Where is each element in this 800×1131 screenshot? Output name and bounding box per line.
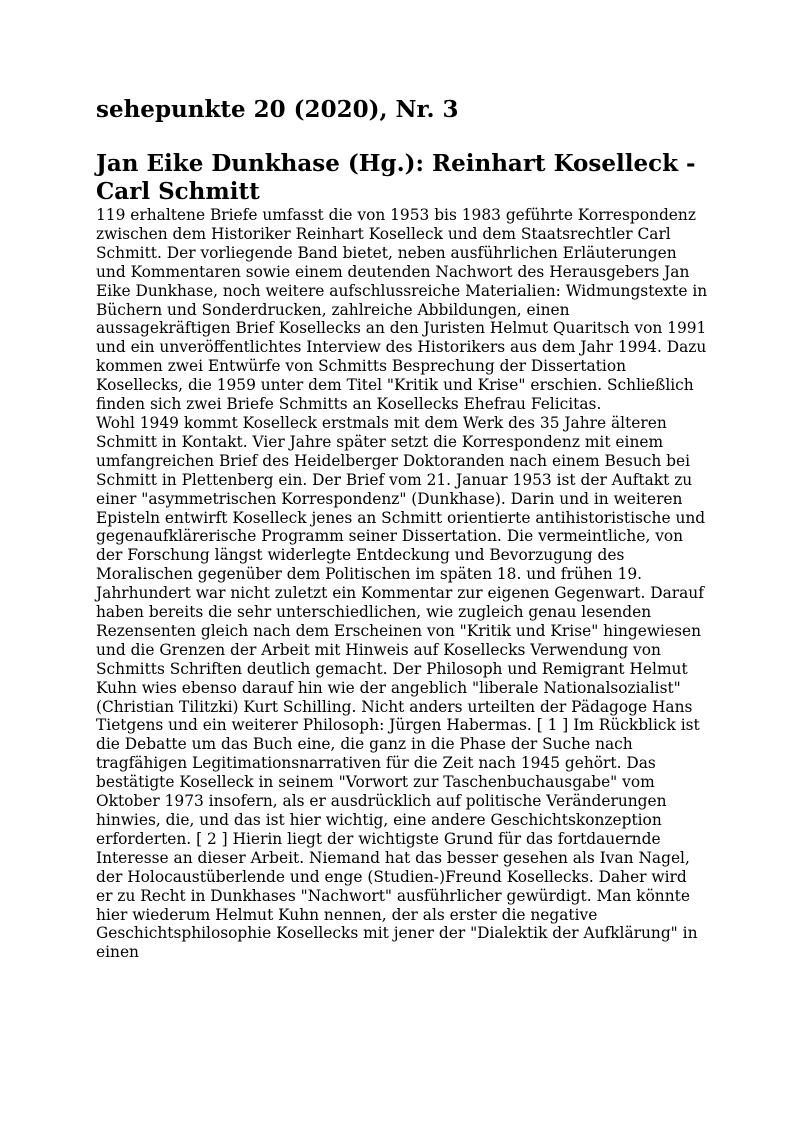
review-title: Jan Eike Dunkhase (Hg.): Reinhart Koselleck - Carl Schmitt <box>96 150 696 205</box>
body-paragraph-1: 119 erhaltene Briefe umfasst die von 1953 bis 1983 geführte Korrespondenz zwischen dem Historiker Reinhart Koselleck und dem Staatsrechtler Carl Schmitt. Der vorliegende Band bietet, neben ausführlichen Erläuterungen und Kommentaren sowie einem deutenden Nachwort des Herausgebers Jan Eike Dunkhase, noch weitere aufschlussreiche Materialien: Widmungstexte in Büchern und Sonderdrucken, zahlreiche Abbildungen, einen aussagekräftigen Brief Kosellecks an den Juristen Helmut Quaritsch von 1991 und ein unveröffentlichtes Interview des Historikers aus dem Jahr 1994. Dazu kommen zwei Entwürfe von Schmitts Besprechung der Dissertation Kosellecks, die 1959 unter dem Titel "Kritik und Krise" erschien. Schließlich finden sich zwei Briefe Schmitts an Kosellecks Ehefrau Felicitas. <box>96 206 708 414</box>
body-paragraph-2: Wohl 1949 kommt Koselleck erstmals mit dem Werk des 35 Jahre älteren Schmitt in Kontakt. Vier Jahre später setzt die Korrespondenz mit einem umfangreichen Brief des Heidelberger Doktoranden nach einem Besuch bei Schmitt in Plettenberg ein. Der Brief vom 21. Januar 1953 ist der Auftakt zu einer "asymmetrischen Korrespondenz" (Dunkhase). Darin und in weiteren Episteln entwirft Koselleck jenes an Schmitt orientierte antihistoristische und gegenaufklärerische Programm seiner Dissertation. Die vermeintliche, von der Forschung längst widerlegte Entdeckung und Bevorzugung des Moralischen gegenüber dem Politischen im späten 18. und frühen 19. Jahrhundert war nicht zuletzt ein Kommentar zur eigenen Gegenwart. Darauf haben bereits die sehr unterschiedlichen, wie zugleich genau lesenden Rezensenten gleich nach dem Erscheinen von "Kritik und Krise" hingewiesen und die Grenzen der Arbeit mit Hinweis auf Kosellecks Verwendung von Schmitts Schriften deutlich gemacht. Der Philosoph und Remigrant Helmut Kuhn wies ebenso darauf hin wie der angeblich "liberale Nationalsozialist" (Christian Tilitzki) Kurt Schilling. Nicht anders urteilten der Pädagoge Hans Tietgens und ein weiterer Philosoph: Jürgen Habermas. [ 1 ] Im Rückblick ist die Debatte um das Buch eine, die ganz in die Phase der Suche nach tragfähigen Legitimationsnarrativen für die Zeit nach 1945 gehört. Das bestätigte Koselleck in seinem "Vorwort zur Taschenbuchausgabe" vom Oktober 1973 insofern, als er ausdrücklich auf politische Veränderungen hinwies, die, und das ist hier wichtig, eine andere Geschichtskonzeption erforderten. [ 2 ] Hierin liegt der wichtigste Grund für das fortdauernde Interesse an dieser Arbeit. Niemand hat das besser gesehen als Ivan Nagel, der Holocaustüberlende und enge (Studien-)Freund Kosellecks. Daher wird er zu Recht in Dunkhases "Nachwort" ausführlicher gewürdigt. Man könnte hier wiederum Helmut Kuhn nennen, der als erster die negative Geschichtsphilosophie Kosellecks mit jener der "Dialektik der Aufklärung" in einen <box>96 413 706 962</box>
document-page <box>96 94 708 962</box>
journal-citation: sehepunkte 20 (2020), Nr. 3 <box>96 96 459 123</box>
